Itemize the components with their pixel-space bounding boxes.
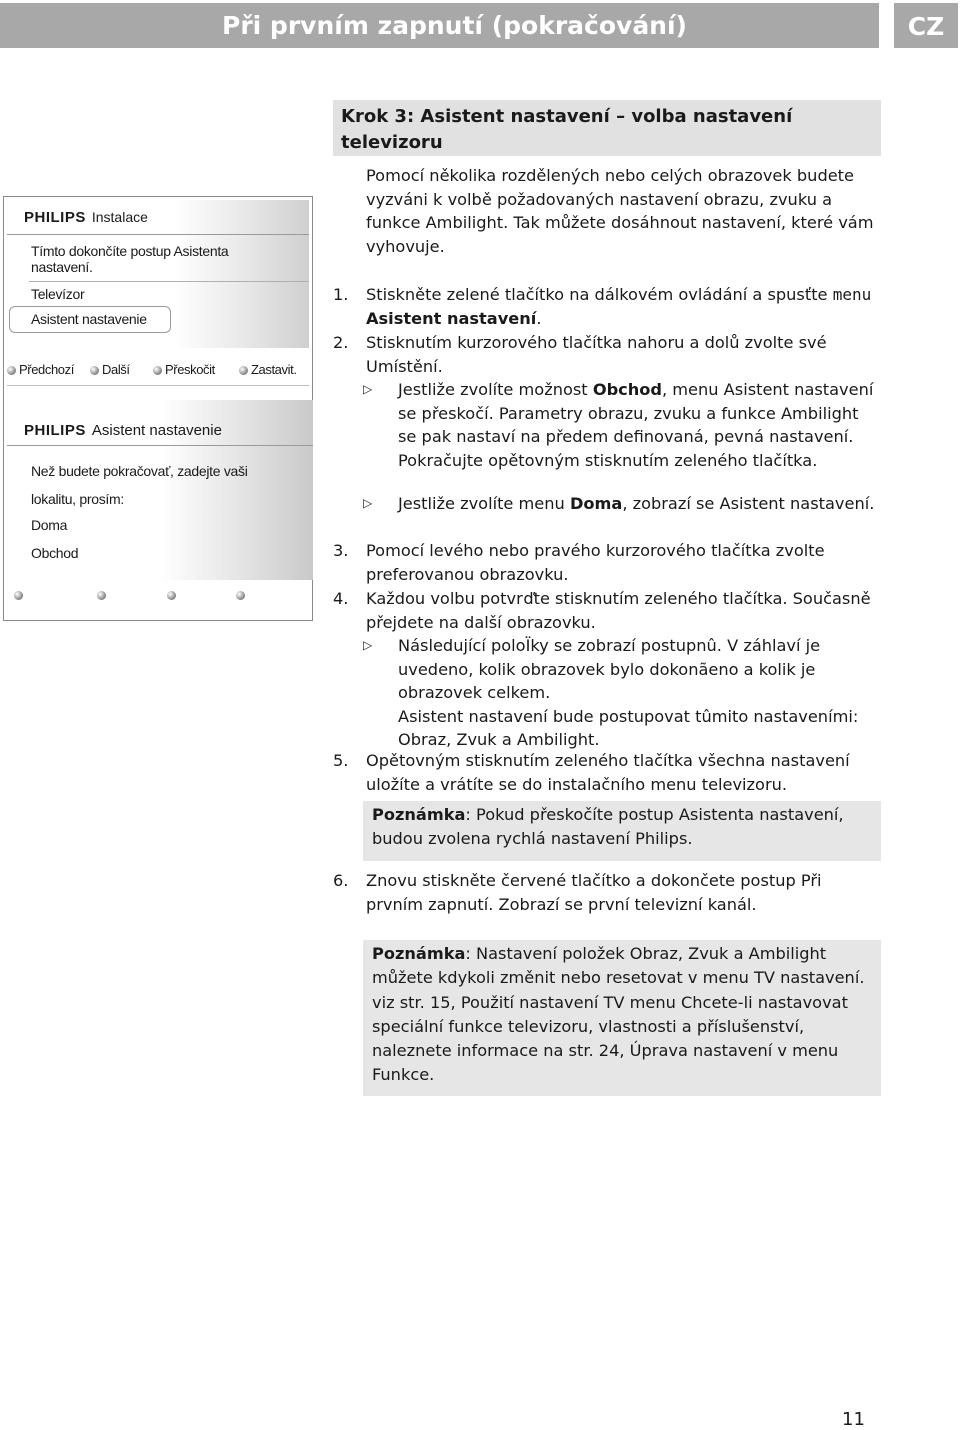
screen-installation — [7, 200, 309, 348]
screen1-menu-title: Instalace — [91, 209, 148, 225]
nav-next: Další — [90, 362, 130, 377]
yellow-key-icon — [167, 591, 176, 600]
red-key-icon — [7, 366, 16, 375]
step-intro: Pomocí několika rozdělených nebo celých obrazovek budete vyzváni k volbě požadovaných nastavení obrazu, zvuku a funkce Ambilight. Tak můžete dosáhnout nastavení, které vám vyhovuje. — [366, 166, 874, 256]
step-heading: Krok 3: Asistent nastavení – volba nastavení televizoru — [333, 100, 881, 156]
screen1-message: Tímto dokončíte postup Asistenta nastavení. — [31, 243, 229, 275]
philips-logo: PHILIPS — [24, 209, 86, 226]
nav-skip: Přeskočit — [153, 362, 215, 377]
tv-screens-illustration — [3, 196, 313, 621]
color-keys-row — [4, 359, 310, 381]
menu-item-televizor: Televízor — [31, 286, 85, 302]
philips-logo: PHILIPS — [24, 422, 86, 439]
triangle-bullet-icon: ▷ — [363, 638, 373, 652]
option-doma: Doma — [31, 517, 68, 533]
screen2-message: Než budete pokračovať, zadejte vaši lokalitu, prosím: — [31, 463, 248, 507]
triangle-bullet-icon: ▷ — [363, 382, 373, 396]
divider — [29, 281, 309, 282]
blue-key-icon — [239, 366, 248, 375]
red-key-icon — [14, 591, 23, 600]
triangle-bullet-icon: ▷ — [363, 496, 373, 510]
menu-item-asistent-selected: Asistent nastavenie — [9, 306, 171, 333]
nav-previous: Předchozí — [7, 362, 74, 377]
blue-key-icon — [236, 591, 245, 600]
divider — [7, 445, 313, 446]
menu-key: menu — [832, 285, 872, 304]
screen2-menu-title: Asistent nastavenie — [91, 422, 222, 439]
note-box-1: Poznámka: Pokud přeskočíte postup Asistenta nastavení, budou zvolena rychlá nastavení Philips. — [363, 801, 881, 861]
page-title: Při prvním zapnutí (pokračování) — [222, 11, 687, 40]
green-key-icon — [90, 366, 99, 375]
screen1-header — [24, 209, 148, 226]
divider — [7, 385, 309, 386]
page-number: 11 — [842, 1409, 865, 1430]
divider — [7, 234, 309, 235]
note-box-2: Poznámka: Nastavení položek Obraz, Zvuk a Ambilight můžete kdykoli změnit nebo resetovat v menu TV nastavení. viz str. 15, Použití nastavení TV menu Chcete-li nastavovat speciální funkce televizoru, vlastnosti a příslušenství, naleznete informace na str. 24, Úprava nastavení v menu Funkce. — [363, 940, 881, 1096]
screen-setup-assistant — [7, 400, 313, 580]
page-header — [0, 3, 879, 48]
language-badge: CZ — [894, 3, 958, 48]
green-key-icon — [97, 591, 106, 600]
nav-stop: Zastavit. — [239, 362, 297, 377]
screen2-header — [24, 422, 222, 439]
option-obchod: Obchod — [31, 545, 79, 561]
yellow-key-icon — [153, 366, 162, 375]
